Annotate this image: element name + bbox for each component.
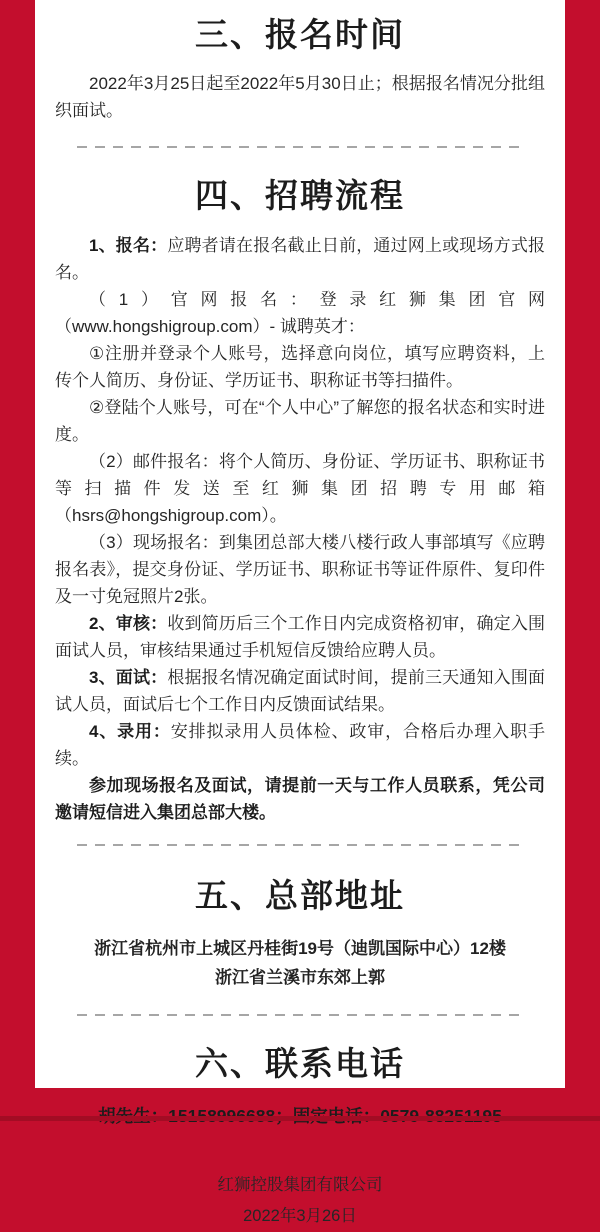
headquarters-address-block [55,934,545,992]
paragraph-text: 应聘者请在报名截止日前，通过网上或现场方式报名。 [55,236,545,283]
paragraph-text: 收到简历后三个工作日内完成资格初审，确定入围面试人员，审核结果通过手机短信反馈给应聘人员。 [55,614,545,661]
process-paragraph-email [55,448,545,529]
publish-date: 2022年3月26日 [243,1207,357,1226]
dashed-divider [77,1014,523,1016]
signature-block [55,1170,545,1232]
section-title-registration-time: 三、报名时间 [195,16,405,53]
paragraph-lead: 1、报名： [89,236,168,256]
paragraph-text: 参加现场报名及面试，请提前一天与工作人员联系，凭公司邀请短信进入集团总部大楼。 [55,776,545,823]
dashed-divider [77,844,523,846]
process-paragraph-onsite [55,529,545,610]
paragraph-lead: 4、录用： [89,722,171,742]
paragraph-text: 安排拟录用人员体检、政审，合格后办理入职手续。 [55,722,545,769]
process-paragraph-hiring [55,718,545,772]
paragraph-lead: 2、审核： [89,614,168,634]
paragraph-text: ②登陆个人账号，可在“个人中心”了解您的报名状态和实时进度。 [55,398,545,445]
process-paragraph-website [55,286,545,340]
section-title-contact-phone: 六、联系电话 [195,1044,405,1082]
registration-time-paragraph: 2022年3月25日起至2022年5月30日止；根据报名情况分批组织面试。 [55,73,545,120]
section-title-recruitment-process: 四、招聘流程 [195,176,405,214]
process-paragraph-personal-center [55,394,545,448]
paragraph-lead: 3、面试： [89,668,168,688]
paragraph-text: 根据报名情况确定面试时间，提前三天通知入围面试人员，面试后七个工作日内反馈面试结果。 [55,668,545,715]
paragraph-text: （3）现场报名：到集团总部大楼八楼行政人事部填写《应聘报名表》，提交身份证、学历证书、职称证书等证件原件、复印件及一寸免冠照片2张。 [55,533,545,607]
process-paragraph-review [55,610,545,664]
process-paragraph-register-account [55,340,545,394]
bottom-edge-strip [0,1116,600,1121]
registration-time-body [55,70,545,124]
paragraph-text: （2）邮件报名：将个人简历、身份证、学历证书、职称证书等扫描件发送至红狮集团招聘专用邮箱（hsrs@hongshigroup.com）。 [55,452,545,526]
paragraph-text: ①注册并登录个人账号，选择意向岗位，填写应聘资料，上传个人简历、身份证、学历证书、职称证书等扫描件。 [55,344,545,391]
address-line-hangzhou: 浙江省杭州市上城区丹桂街19号（迪凯国际中心）12楼 [94,938,506,958]
recruitment-process-body [55,232,545,826]
paragraph-text: （1）官网报名：登录红狮集团官网（www.hongshigroup.com）- 诚聘英才： [55,290,545,337]
section-title-headquarters-address: 五、总部地址 [195,877,405,915]
process-paragraph-interview [55,664,545,718]
process-paragraph-notice [55,772,545,826]
dashed-divider [77,146,523,148]
content-panel [35,0,565,1226]
process-paragraph-apply [55,232,545,286]
address-line-lanxi: 浙江省兰溪市东郊上郭 [215,967,385,987]
company-name: 红狮控股集团有限公司 [217,1176,383,1195]
